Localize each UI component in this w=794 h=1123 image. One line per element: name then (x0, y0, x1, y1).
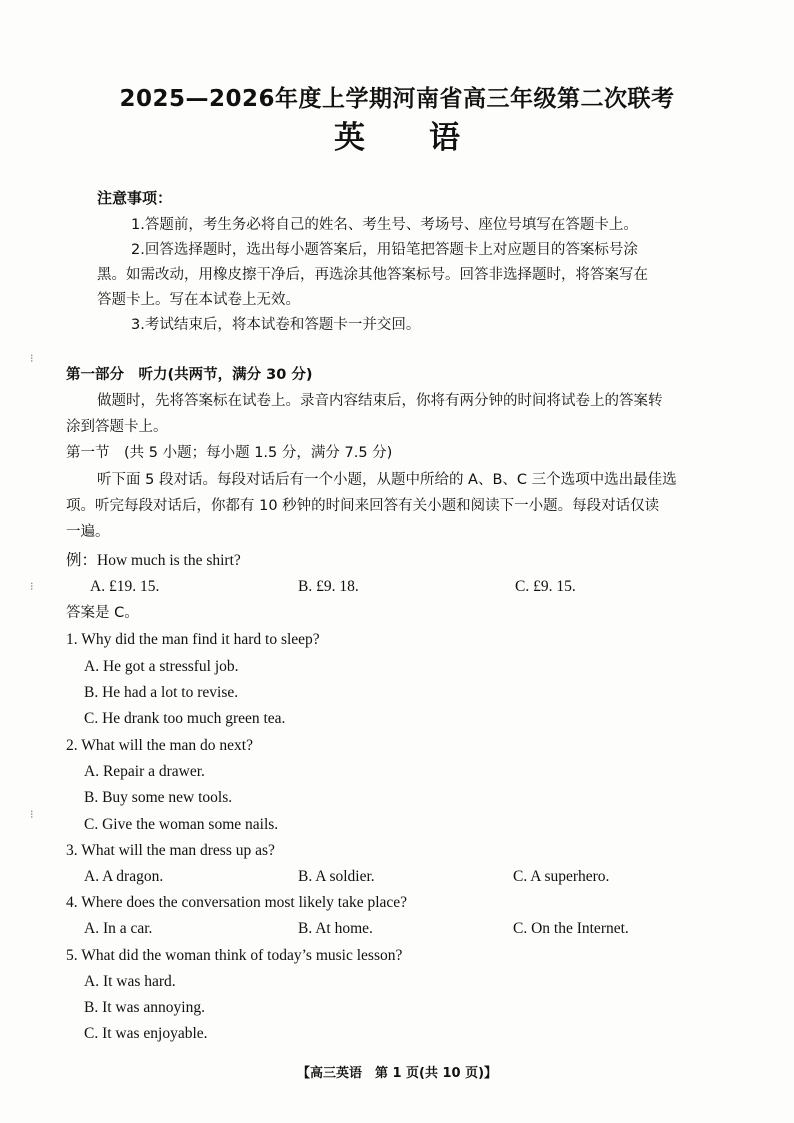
question-2-stem: 2. What will the man do next? (66, 737, 253, 754)
question-4-option-c: C. On the Internet. (513, 920, 629, 937)
notice-item-2-line-3: 答题卡上。写在本试卷上无效。 (97, 292, 300, 308)
example-answer: 答案是 C。 (66, 605, 139, 621)
section1-heading: 第一节 (共 5 小题；每小题 1.5 分，满分 7.5 分) (66, 445, 393, 461)
example-option-c: C. £9. 15. (515, 578, 576, 595)
exam-title: 2025—2026年度上学期河南省高三年级第二次联考 (119, 86, 675, 112)
question-3-stem: 3. What will the man dress up as? (66, 842, 275, 859)
question-2-option-a: A. Repair a drawer. (84, 763, 205, 780)
question-1-option-c: C. He drank too much green tea. (84, 710, 286, 727)
question-5-stem: 5. What did the woman think of today’s music lesson? (66, 947, 403, 964)
question-5-option-b: B. It was annoying. (84, 999, 205, 1016)
question-3-option-a: A. A dragon. (84, 868, 164, 885)
question-4-option-b: B. At home. (298, 920, 373, 937)
binding-mark-icon: ⁝ (30, 352, 34, 365)
binding-mark-icon: ⁝ (30, 580, 34, 593)
section1-instructions-line-1: 听下面 5 段对话。每段对话后有一个小题，从题中所给的 A、B、C 三个选项中选出最佳选 (97, 472, 677, 488)
binding-mark-icon: ⁝ (30, 808, 34, 821)
question-3-option-b: B. A soldier. (298, 868, 375, 885)
notice-item-1: 1.答题前，考生务必将自己的姓名、考生号、考场号、座位号填写在答题卡上。 (131, 217, 638, 233)
question-1-option-b: B. He had a lot to revise. (84, 684, 239, 701)
example-option-b: B. £9. 18. (298, 578, 359, 595)
part1-intro-line-1: 做题时，先将答案标在试卷上。录音内容结束后，你将有两分钟的时间将试卷上的答案转 (97, 393, 663, 409)
section1-instructions-line-3: 一遍。 (66, 524, 110, 540)
question-5-option-c: C. It was enjoyable. (84, 1025, 208, 1042)
question-4-stem: 4. Where does the conversation most likely take place? (66, 894, 408, 911)
question-1-option-a: A. He got a stressful job. (84, 658, 239, 675)
example-option-a: A. £19. 15. (90, 578, 160, 595)
question-2-option-c: C. Give the woman some nails. (84, 816, 279, 833)
example-question: 例：How much is the shirt? (66, 552, 241, 569)
question-4-option-a: A. In a car. (84, 920, 153, 937)
part1-intro-line-2: 涂到答题卡上。 (66, 419, 168, 435)
part1-heading: 第一部分 听力(共两节，满分 30 分) (66, 367, 313, 383)
notice-item-3: 3.考试结束后，将本试卷和答题卡一并交回。 (131, 317, 421, 333)
notice-heading: 注意事项： (97, 189, 173, 207)
subject-title: 英语 (334, 120, 524, 156)
question-5-option-a: A. It was hard. (84, 973, 176, 990)
section1-instructions-line-2: 项。听完每段对话后，你都有 10 秒钟的时间来回答有关小题和阅读下一小题。每段对话仅读 (66, 498, 660, 514)
notice-item-2-line-1: 2.回答选择题时，选出每小题答案后，用铅笔把答题卡上对应题目的答案标号涂 (131, 242, 638, 258)
question-2-option-b: B. Buy some new tools. (84, 789, 233, 806)
question-3-option-c: C. A superhero. (513, 868, 610, 885)
notice-item-2-line-2: 黑。如需改动，用橡皮擦干净后，再选涂其他答案标号。回答非选择题时，将答案写在 (97, 267, 648, 283)
question-1-stem: 1. Why did the man find it hard to sleep? (66, 631, 320, 648)
page-footer: 【高三英语 第 1 页(共 10 页)】 (296, 1066, 498, 1081)
